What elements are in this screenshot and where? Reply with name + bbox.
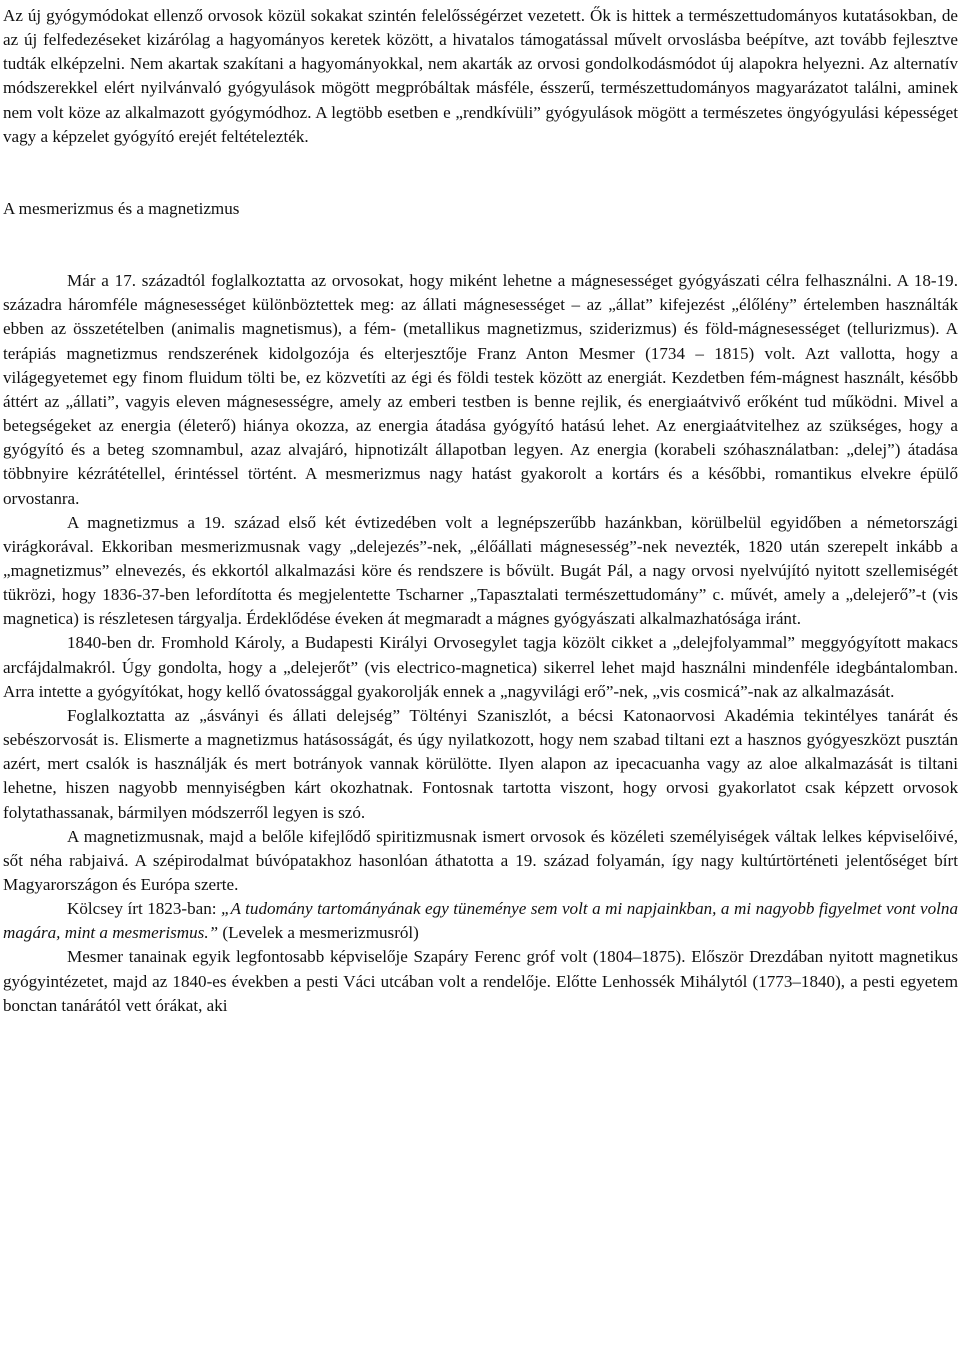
- intro-paragraph: Az új gyógymódokat ellenző orvosok közül sokakat szintén felelősségérzet vezetett. Ők is hittek a természettudományos kutatásokban, de az új felfedezéseket kizárólag a hagyományos keretek között, a hivatalos támogatással művelt orvoslásba beépítve, azt tovább fejlesztve tudták elképzelni. Nem akartak szakítani a hagyományokkal, nem akarták az orvosi gondolkodásmódot új alapokra helyezni. Az alternatív módszerekkel elért nyilvánvaló gyógyulások mögött megpróbáltak másféle, ésszerű, természettudományos magyarázatot találni, aminek nem volt köze az alkalmazott gyógymódhoz. A legtöbb esetben e „rendkívüli” gyógyulások mögött a természetes öngyógyulási képességet vagy a képzelet gyógyító erejét feltételezték.: [3, 6, 958, 146]
- section-paragraph-4: Foglalkoztatta az „ásványi és állati delejség” Töltényi Szaniszlót, a bécsi Katonaorvosi Akadémia tekintélyes tanárát és sebészorvosát is. Elismerte a magnetizmus hatásosságát, és úgy nyilatkozott, hogy nem szabad tiltani ezt a hasznos gyógyeszközt pusztán azért, mert csalók is használják és mert botrányok vannak körülötte. Ilyen alapon az ipecacuanha vagy az aloe alkalmazását is tiltani lehetne, hiszen nagyobb mennyiségben kárt okozhatnak. Fontosnak tartotta viszont, hogy orvosi gyakorlatot csak képzett orvosok folytathassanak, bármilyen módszerről legyen is szó.: [3, 705, 958, 822]
- section-paragraph-7: Mesmer tanainak egyik legfontosabb képviselője Szapáry Ferenc gróf volt (1804–1875). Először Drezdában nyitott magnetikus gyógyintézetet, majd az 1840-es években a pesti Váci utcában volt a rendelője. Előtte Lenhossék Mihálytól (1773–1840), a pesti egyetem bonctan tanárától vett órákat, aki: [3, 947, 958, 1015]
- section-paragraph-6: [3, 897, 958, 945]
- section-paragraph-3: 1840-ben dr. Fromhold Károly, a Budapesti Királyi Orvosegylet tagja közölt cikket a „delejfolyammal” meggyógyított makacs arcfájdalmakról. Úgy gondolta, hogy a „delejerőt” (vis electrico-magnetica) sikerrel lehet majd használni mindenféle idegbántalomban. Arra intette a gyógyítókat, hogy kellő óvatossággal gyakorolják ennek a „nagyvilági erő”-nek, „vis cosmicá”-nak az alkalmazását.: [3, 633, 958, 701]
- quote-intro: Kölcsey írt 1823-ban:: [67, 899, 222, 919]
- section-paragraph-1: Már a 17. századtól foglalkoztatta az orvosokat, hogy miként lehetne a mágnesességet gyógyászati célra felhasználni. A 18-19. századra háromféle mágnesességet különböztettek meg: az állati mágnesességet – az „állat” kifejezést „élőlény” értelemben használták ebben az összetételben (animalis magnetismus), a fém- (metallikus magnetizmus, sziderizmus) és föld-mágnesességet (tellurizmus). A terápiás magnetizmus rendszerének kidolgozója és elterjesztője Franz Anton Mesmer (1734 – 1815) volt. Azt vallotta, hogy a világegyetemet egy finom fluidum tölti be, ez közvetíti az égi és földi testek között az energiát. Kezdetben fém-mágnest használt, később áttért az „állati”, vagyis eleven mágnesességre, amely az emberi testben is benne rejlik, és energiaátvivő erőként tud működni. Mivel a betegségeket az energia (életerő) hiánya okozza, az energia átadása gyógyító hatású lehet. Az energiaátvitelhez az szükséges, hogy a gyógyító és a beteg szomnambul, azaz alvajáró, hipnotizált állapotban legyen. Az energia (korabeli szóhasználatban: „delej”) átadása többnyire kézrátétellel, érintéssel történt. A mesmerizmus nagy hatást gyakorolt a kortárs és a későbbi, romantikus elvekre épülő orvostanra.: [3, 271, 958, 508]
- kolcsey-quote: „A tudomány tartományának egy tüneménye sem volt a mi napjainkban, a mi nagyobb figyelmet vont volna magára, mint a mesmerismus.”: [3, 899, 958, 943]
- section-paragraph-2: A magnetizmus a 19. század első két évtizedében volt a legnépszerűbb hazánkban, körülbelül egyidőben a németországi virágkorával. Ekkoriban mesmerizmusnak vagy „delejezés”-nek, „élőállati mágnesesség”-nek nevezték, 1820 után szerepelt inkább a „magnetizmus” elnevezés, és ekkortól alkalmazási köre és rendszere is bővült. Bugát Pál, a nagy orvosi nyelvújító nyitott szellemiségét tükrözi, hogy 1836-37-ben lefordította és megjelentette Tscharner „Tapasztalati természettudomány” c. művét, amely a „delejerő”-t (vis magnetica) is részletesen tárgyalja. Érdeklődése éveken át megmaradt a mágnes gyógyászati alkalmazhatósága iránt.: [3, 512, 958, 629]
- quote-source: (Levelek a mesmerizmusról): [218, 923, 419, 943]
- section-paragraph-5: A magnetizmusnak, majd a belőle kifejlődő spiritizmusnak ismert orvosok és közéleti személyiségek váltak lelkes képviselőivé, sőt néha rabjaivá. A szépirodalmat búvópatakhoz hasonlóan áthatotta a 19. század folyamán, így nagy kultúrtörténeti jelentőséget bírt Magyarországon és Európa szerte.: [3, 826, 958, 894]
- section-heading: A mesmerizmus és a magnetizmus: [3, 198, 240, 218]
